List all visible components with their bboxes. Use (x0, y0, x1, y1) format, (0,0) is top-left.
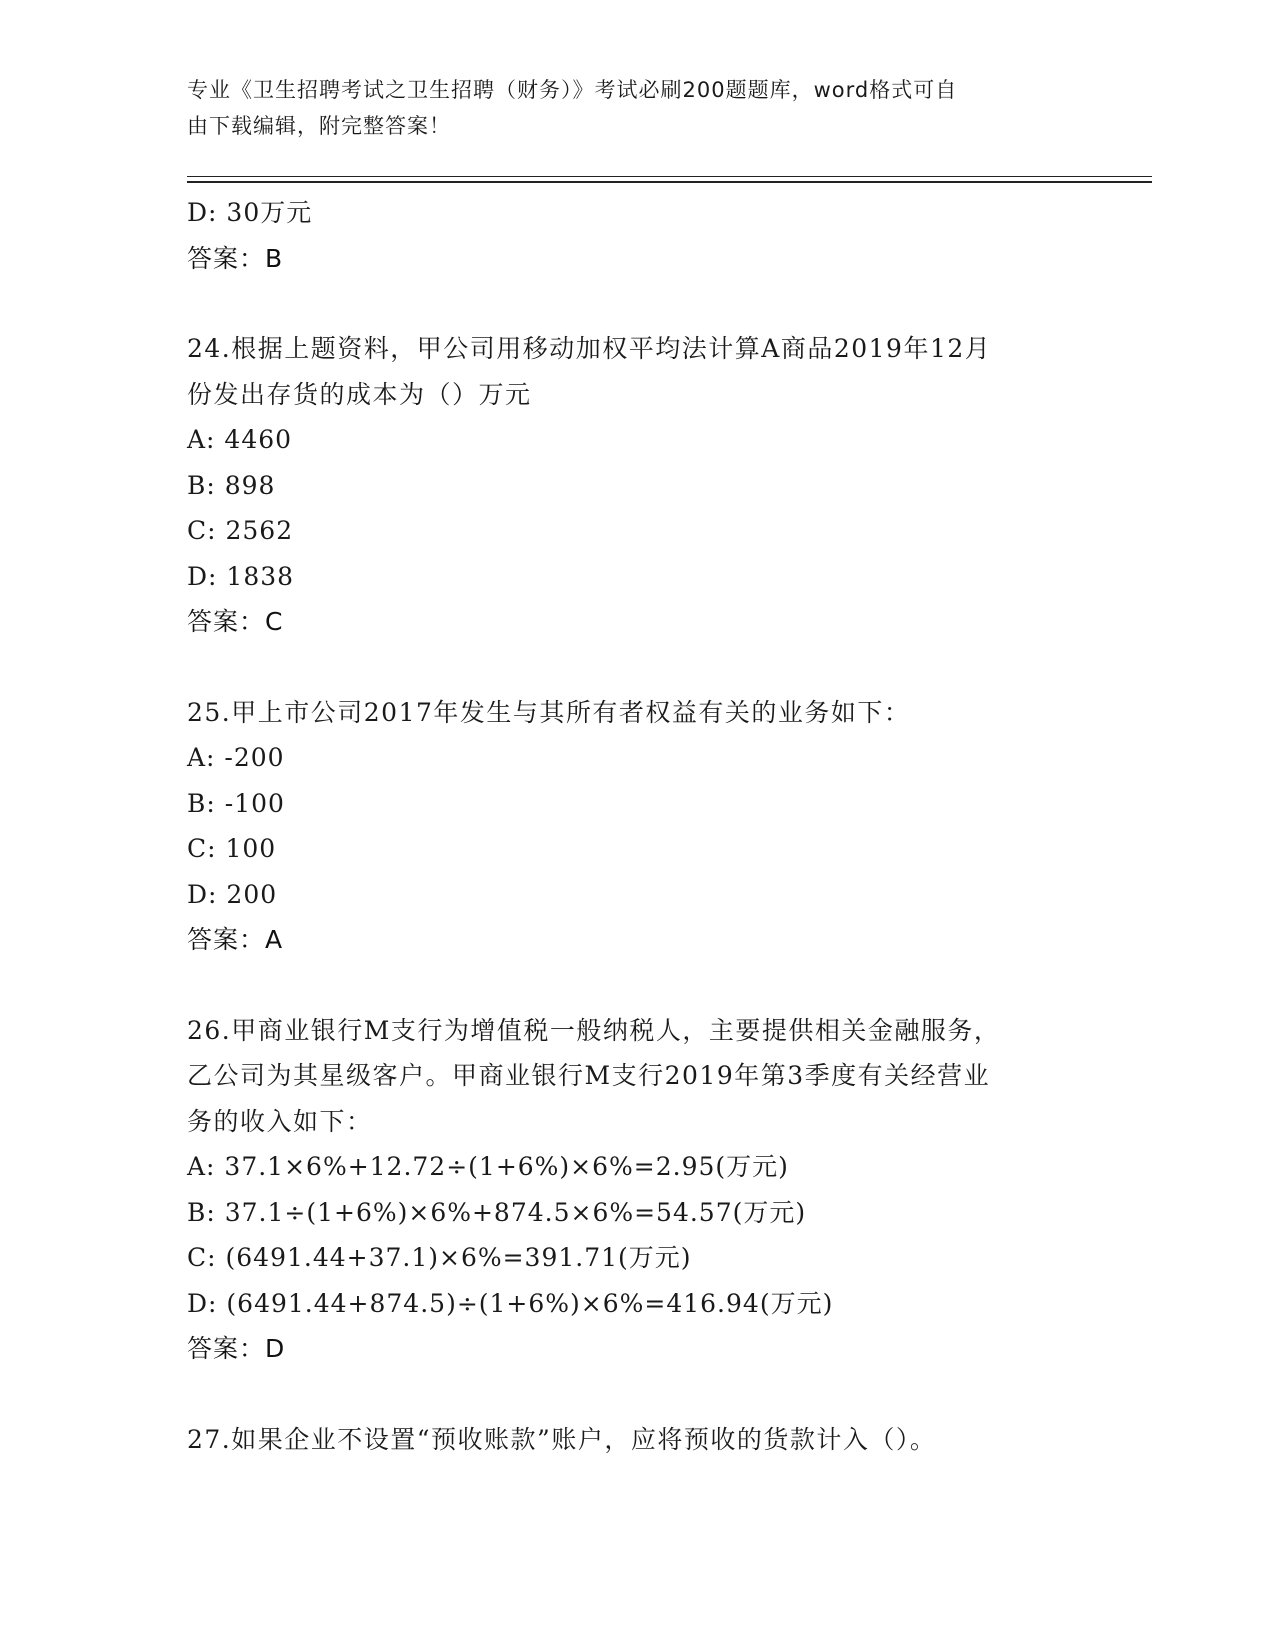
prev-answer: 答案：B (187, 243, 284, 273)
question-26-option-b: B: 37.1÷(1+6%)×6%+874.5×6%=54.57(万元) (187, 1197, 807, 1227)
question-26-option-a: A: 37.1×6%+12.72÷(1+6%)×6%=2.95(万元) (187, 1152, 789, 1181)
question-26-option-c: C: (6491.44+37.1)×6%=391.71(万元) (187, 1243, 692, 1272)
header-divider-thin (187, 176, 1152, 177)
prev-option-d: D: 30万元 (187, 198, 313, 227)
question-24-option-c: C: 2562 (187, 516, 294, 545)
header-line-2: 由下载编辑，附完整答案！ (187, 114, 451, 138)
question-24-text-line-1: 24.根据上题资料，甲公司用移动加权平均法计算A商品2019年12月 (187, 334, 992, 363)
question-26-text-line-3: 务的收入如下： (187, 1106, 373, 1136)
question-24-option-d: D: 1838 (187, 561, 295, 591)
question-25-answer: 答案：A (187, 925, 284, 954)
question-27-text-line-1: 27.如果企业不设置“预收账款”账户，应将预收的货款计入（）。 (187, 1424, 937, 1454)
question-26 (187, 1008, 1087, 1372)
question-25-option-c: C: 100 (187, 834, 277, 863)
question-26-text-line-2: 乙公司为其星级客户。甲商业银行M支行2019年第3季度有关经营业 (187, 1061, 991, 1090)
spacer (187, 281, 1087, 326)
spacer (187, 963, 1087, 1008)
question-25-option-d: D: 200 (187, 879, 278, 909)
question-25 (187, 690, 1087, 963)
question-24-text-line-2: 份发出存货的成本为（）万元 (187, 379, 532, 409)
question-25-text-line-1: 25.甲上市公司2017年发生与其所有者权益有关的业务如下： (187, 697, 911, 727)
question-24-option-b: B: 898 (187, 470, 276, 500)
question-24 (187, 326, 1087, 645)
document-header (187, 72, 1067, 144)
question-24-answer: 答案：C (187, 607, 284, 636)
spacer (187, 645, 1087, 690)
question-26-option-d: D: (6491.44+874.5)÷(1+6%)×6%=416.94(万元) (187, 1288, 834, 1318)
question-26-text-line-1: 26.甲商业银行M支行为增值税一般纳税人，主要提供相关金融服务， (187, 1015, 1001, 1045)
question-25-option-a: A: -200 (187, 743, 285, 772)
question-25-option-b: B: -100 (187, 788, 285, 818)
spacer (187, 1372, 1087, 1417)
question-27 (187, 1417, 1087, 1463)
document-body (187, 190, 1087, 1462)
question-26-answer: 答案：D (187, 1334, 286, 1363)
header-divider-thick (187, 181, 1152, 183)
header-line-1: 专业《卫生招聘考试之卫生招聘（财务）》考试必刷200题题库，word格式可自 (187, 78, 958, 102)
question-24-option-a: A: 4460 (187, 425, 293, 454)
